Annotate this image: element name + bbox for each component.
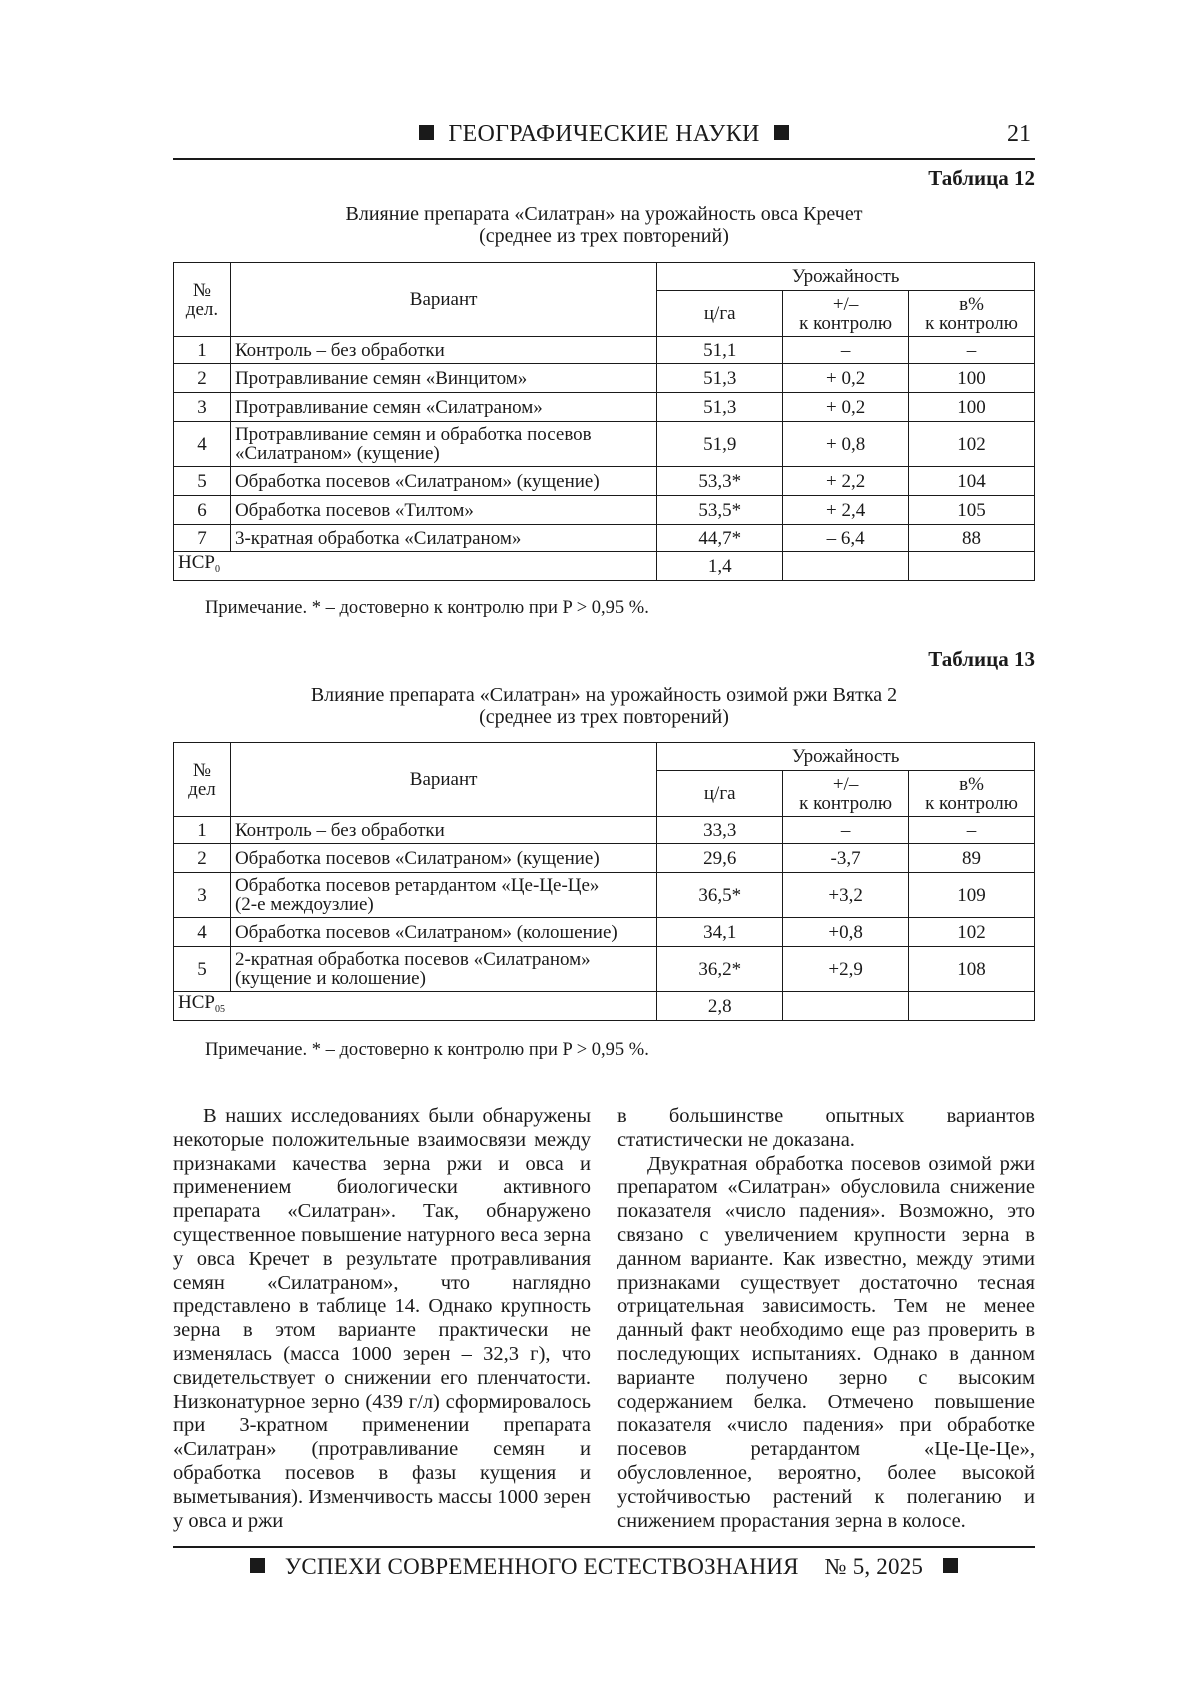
- table-13: [173, 742, 1035, 1021]
- header-variant: Вариант: [230, 263, 656, 337]
- table-row-hcp: $НСР_{05}$ 2,8: [174, 992, 1035, 1021]
- table-12-label: Таблица 12: [928, 166, 1035, 190]
- table-row: 2 Протравливание семян «Винцитом» 51,3 + 0,2 100: [174, 364, 1035, 393]
- square-bullet-icon: [250, 1558, 265, 1573]
- header-cwt: ц/га: [657, 771, 783, 817]
- table-row: 4 Протравливание семян и обработка посевов «Силатраном» (кущение) 51,9 + 0,8 102: [174, 422, 1035, 467]
- table-row: 3 Протравливание семян «Силатраном» 51,3 + 0,2 100: [174, 393, 1035, 422]
- paragraph: Двукратная обработка посевов озимой ржи препаратом «Силатран» обусловила снижение показателя «число падения». Возможно, это связано с увеличением крупности зерна в данном варианте. Как известно, между этими признаками существует достаточно тесная отрицательная зависимость. Тем не менее данный факт необходимо еще раз проверить в последующих испытаниях. Однако в данном варианте получено зерно с высоким содержанием белка. Отмечено повышение показателя «число падения» при обработке посевов ретардантом «Це-Це-Це», обусловленное, вероятно, более высокой устойчивостью растений к полеганию и снижением прорастания зерна в колосе.: [617, 1152, 1035, 1532]
- header-pct: в% к контролю: [909, 291, 1035, 337]
- header-num: № дел: [174, 743, 231, 817]
- header-num: № дел.: [174, 263, 231, 337]
- header-variant: Вариант: [230, 743, 656, 817]
- header-yield: Урожайность: [657, 263, 1035, 291]
- table-row: 6 Обработка посевов «Тилтом» 53,5* + 2,4 105: [174, 496, 1035, 525]
- table-row-hcp: $НСР_0$ 1,4: [174, 552, 1035, 581]
- square-bullet-icon: [774, 125, 789, 140]
- table-12-note: Примечание. * – достоверно к контролю при P > 0,95 %.: [205, 598, 649, 618]
- table-row: 5 Обработка посевов «Силатраном» (кущение) 53,3* + 2,2 104: [174, 467, 1035, 496]
- journal-section: ГЕОГРАФИЧЕСКИЕ НАУКИ: [448, 121, 760, 147]
- header-diff: +/– к контролю: [783, 291, 909, 337]
- table-row: 5 2-кратная обработка посевов «Силатраном» (кущение и колошение) 36,2* +2,9 108: [174, 947, 1035, 992]
- table-row: 4 Обработка посевов «Силатраном» (колошение) 34,1 +0,8 102: [174, 918, 1035, 947]
- running-footer: [173, 1546, 1035, 1588]
- header-cwt: ц/га: [657, 291, 783, 337]
- journal-name: УСПЕХИ СОВРЕМЕННОГО ЕСТЕСТВОЗНАНИЯ: [284, 1554, 799, 1579]
- table-12: [173, 262, 1035, 581]
- page-number: 21: [1007, 121, 1031, 147]
- table-12-title: Влияние препарата «Силатран» на урожайность овса Кречет (среднее из трех повторений): [345, 203, 863, 247]
- text-column-left: [173, 1105, 591, 1533]
- table-row: 2 Обработка посевов «Силатраном» (кущение) 29,6 -3,7 89: [174, 844, 1035, 873]
- table-row: 3 Обработка посевов ретардантом «Це-Це-Це» (2-е междоузлие) 36,5* +3,2 109: [174, 873, 1035, 918]
- square-bullet-icon: [419, 125, 434, 140]
- table-13-title: Влияние препарата «Силатран» на урожайность озимой ржи Вятка 2 (среднее из трех повторений): [310, 684, 898, 728]
- table-row: 1 Контроль – без обработки 51,1 – –: [174, 337, 1035, 364]
- table-13-label: Таблица 13: [928, 647, 1035, 671]
- running-header: [173, 118, 1035, 160]
- header-yield: Урожайность: [657, 743, 1035, 771]
- table-row: 1 Контроль – без обработки 33,3 – –: [174, 817, 1035, 844]
- text-column-right: [617, 1105, 1035, 1533]
- square-bullet-icon: [943, 1558, 958, 1573]
- header-diff: +/– к контролю: [783, 771, 909, 817]
- table-13-note: Примечание. * – достоверно к контролю при P > 0,95 %.: [205, 1040, 649, 1060]
- header-pct: в% к контролю: [909, 771, 1035, 817]
- table-row: 7 3-кратная обработка «Силатраном» 44,7* – 6,4 88: [174, 525, 1035, 552]
- paragraph: в большинстве опытных вариантов статистически не доказана.: [617, 1105, 1035, 1151]
- paragraph: В наших исследованиях были обнаружены некоторые положительные взаимосвязи между признаками качества зерна ржи и овса и применением биологически активного препарата «Силатран». Так, обнаружено существенное повышение натурного веса зерна у овса Кречет в результате протравливания семян «Силатраном», что наглядно представлено в таблице 14. Однако крупность зерна в этом варианте практически не изменялась (масса 1000 зерен – 32,3 г), что свидетельствует о снижении его пленчатости. Низконатурное зерно (439 г/л) сформировалось при 3-кратном применении препарата «Силатран» (протравливание семян и обработка посевов в фазы кущения и выметывания). Изменчивость массы 1000 зерен у овса и ржи: [173, 1105, 591, 1532]
- issue-number: № 5, 2025: [824, 1554, 924, 1579]
